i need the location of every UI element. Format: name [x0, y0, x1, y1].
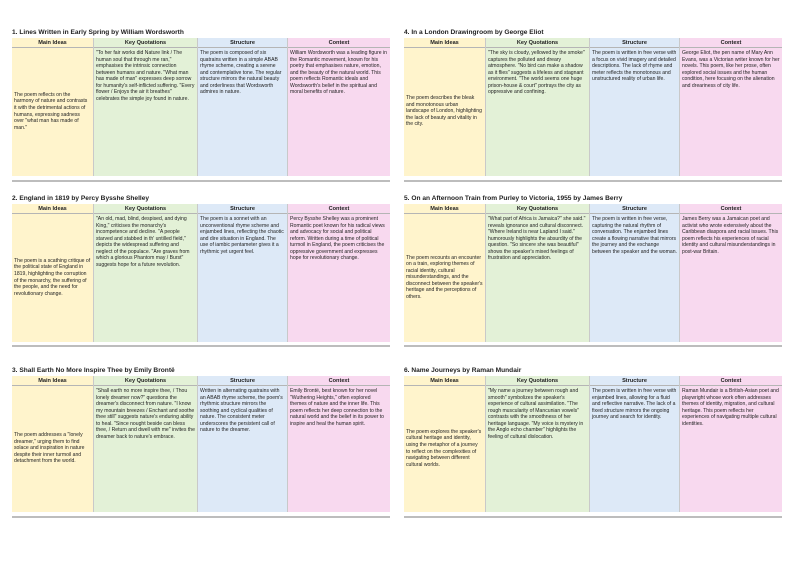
key-quotations-column — [486, 376, 590, 512]
main-ideas-header: Main Ideas — [404, 204, 485, 214]
section-title: 2. England in 1819 by Percy Bysshe Shelley — [12, 195, 150, 202]
structure-cell: Written in alternating quatrains with an ABAB rhyme scheme, the poem's rhythmic structure mirrors the soothing and cyclical qualities of nature. The consistent meter underscores the persistent call of nature to the dreamer. — [200, 388, 283, 434]
context-cell: Emily Brontë, best known for her novel "Wuthering Heights," often explored themes of nature and the inner life. This poem reflects her deep connection to the natural world and the belief in its power to inspire and heal the human spirit. — [290, 388, 385, 427]
structure-header: Structure — [590, 204, 679, 214]
structure-header: Structure — [198, 204, 287, 214]
main-ideas-column — [404, 376, 486, 512]
section-divider — [12, 180, 390, 182]
context-header: Context — [680, 204, 782, 214]
main-ideas-cell: The poem addresses a "lonely dreamer," urging them to find solace and inspiration in nature despite their inner turmoil and detachment from the world. — [14, 432, 85, 465]
context-header: Context — [288, 38, 390, 48]
key-quotations-column — [94, 204, 198, 342]
key-quotations-cell: "The sky is cloudy, yellowed by the smoke" captures the polluted and dreary atmosphere. "No bird can make a shadow as it flies" suggests a lifeless and stagnant environment. "The world seems one huge prison-house & court" portrays the city as oppressive and confining. — [488, 50, 585, 96]
section-divider — [404, 180, 782, 182]
poem-section-6 — [404, 365, 782, 512]
key-quotations-cell: "Shall earth no more inspire thee, / Thou lonely dreamer now?" questions the dreamer's disconnect from nature. "I know my mountain breezes / Enchant and soothe thee still" suggests nature's enduring ability to heal. "Since nought beside can bless thee, / Return and dwell with me" invites the dreamer back to nature's embrace. — [96, 388, 195, 440]
summary-table — [12, 38, 390, 176]
structure-column — [590, 38, 680, 176]
section-title: 4. In a London Drawingroom by George Eliot — [404, 29, 544, 36]
poem-section-3 — [12, 365, 390, 512]
main-ideas-column — [12, 376, 94, 512]
poem-section-4 — [404, 27, 782, 176]
summary-table — [404, 204, 782, 342]
context-cell: George Eliot, the pen name of Mary Ann Evans, was a Victorian writer known for her novels. This poem, like her prose, often explored social issues and the human condition, here focusing on the alienation and dreariness of city life. — [682, 50, 780, 89]
summary-table — [12, 376, 390, 512]
key-quotations-cell: "What part of Africa is Jamaica?" she said." reveals ignorance and cultural disconnect. "Where Ireland is near Lapland I said." humorously highlights the absurdity of the question. "So sincere she was beautiful" shows the speaker's mixed feelings of frustration and appreciation. — [488, 216, 586, 262]
structure-column — [198, 38, 288, 176]
key-quotations-header: Key Quotations — [94, 204, 197, 214]
structure-header: Structure — [198, 38, 287, 48]
key-quotations-cell: "My name a journey between rough and smooth" symbolizes the speaker's experience of cultural assimilation. "The rough muscularity of Mancunian vowels" contrasts with the smoothness of her heritage language. "My voice is mystery in the Anglo echo chamber" highlights the feeling of cultural dislocation. — [488, 388, 584, 440]
main-ideas-cell: The poem describes the bleak and monotonous urban landscape of London, highlighting the lack of beauty and vitality in the city. — [406, 95, 482, 128]
key-quotations-column — [94, 38, 198, 176]
context-column — [288, 376, 390, 512]
summary-table — [12, 204, 390, 342]
structure-column — [198, 376, 288, 512]
poem-section-5 — [404, 193, 782, 342]
structure-cell: The poem is written in free verse with enjambed lines, allowing for a fluid and reflective narrative. The lack of a fixed structure mirrors the ongoing journey and search for identity. — [592, 388, 677, 421]
poem-section-2 — [12, 193, 390, 342]
context-cell: William Wordsworth was a leading figure in the Romantic movement, known for his poetry that emphasises nature, emotion, and the beauty of the natural world. This poem reflects Romantic ideals and Wordsworth's belief in the spiritual and moral benefits of nature. — [290, 50, 388, 96]
structure-header: Structure — [590, 38, 679, 48]
section-title: 3. Shall Earth No More Inspire Thee by Emily Brontë — [12, 367, 175, 374]
context-column — [288, 204, 390, 342]
main-ideas-header: Main Ideas — [404, 38, 485, 48]
structure-cell: The poem is written in free verse, capturing the natural rhythm of conversation. The enjambed lines create a flowing narrative that mirrors the journey and the exchange between the speaker and the woman. — [592, 216, 677, 255]
context-cell: Percy Bysshe Shelley was a prominent Romantic poet known for his radical views and advocacy for social and political reform. Written during a time of political turmoil in England, the poem criticises the oppressive government and expresses hope for revolutionary change. — [290, 216, 385, 262]
section-divider — [12, 345, 390, 347]
main-ideas-header: Main Ideas — [12, 376, 93, 386]
summary-table — [404, 38, 782, 176]
section-title: 5. On an Afternoon Train from Purley to Victoria, 1955 by James Berry — [404, 195, 623, 202]
context-column — [680, 38, 782, 176]
structure-column — [590, 376, 680, 512]
main-ideas-cell: The poem explores the speaker's cultural heritage and identity, using the metaphor of a journey to reflect on the complexities of navigating between different cultural worlds. — [406, 428, 482, 468]
key-quotations-cell: "To her fair works did Nature link / The human soul that through me ran," emphasises the intrinsic connection between humans and nature. "What man has made of man" expresses deep sorrow for humanity's self-inflicted suffering. "Every flower / Enjoys the air it breathes" celebrates the simple joy found in nature. — [96, 50, 195, 102]
key-quotations-column — [486, 204, 590, 342]
structure-header: Structure — [590, 376, 679, 386]
section-divider — [404, 516, 782, 518]
key-quotations-column — [486, 38, 590, 176]
context-header: Context — [288, 204, 390, 214]
section-divider — [12, 516, 390, 518]
main-ideas-column — [12, 38, 94, 176]
key-quotations-cell: "An old, mad, blind, despised, and dying King," criticises the monarchy's incompetence and decline. "A people starved and stabbed in th' untilled field," depicts the widespread suffering and neglect of the populace. "Are graves from which a glorious Phantom may / Burst" suggests hope for a future revolution. — [96, 216, 190, 268]
poem-section-1 — [12, 27, 390, 176]
context-cell: James Berry was a Jamaican poet and activist who wrote extensively about the Caribbean diaspora and racial issues. This poem reflects his experiences of racial identity and cultural misunderstandings in post-war Britain. — [682, 216, 779, 255]
context-column — [680, 376, 782, 512]
structure-column — [590, 204, 680, 342]
section-title: 6. Name Journeys by Raman Mundair — [404, 367, 522, 374]
context-cell: Raman Mundair is a British-Asian poet and playwright whose work often addresses themes of identity, migration, and cultural heritage. This poem reflects her experiences of navigating multiple cultural identities. — [682, 388, 779, 427]
main-ideas-header: Main Ideas — [12, 38, 93, 48]
key-quotations-header: Key Quotations — [94, 38, 197, 48]
key-quotations-header: Key Quotations — [486, 376, 589, 386]
context-column — [680, 204, 782, 342]
context-header: Context — [680, 38, 782, 48]
main-ideas-column — [404, 38, 486, 176]
structure-cell: The poem is a sonnet with an unconventional rhyme scheme and enjambed lines, reflecting the chaotic and dire situation in England. The use of iambic pentameter gives it a rhythmic yet urgent feel. — [200, 216, 284, 255]
context-column — [288, 38, 390, 176]
structure-header: Structure — [198, 376, 287, 386]
summary-table — [404, 376, 782, 512]
structure-cell: The poem is written in free verse with a focus on vivid imagery and detailed descriptions. The lack of rhyme and meter reflects the monotonous and unstructured reality of urban life. — [592, 50, 677, 83]
context-header: Context — [288, 376, 390, 386]
structure-column — [198, 204, 288, 342]
key-quotations-header: Key Quotations — [486, 38, 589, 48]
main-ideas-column — [404, 204, 486, 342]
section-title: 1. Lines Written in Early Spring by William Wordsworth — [12, 29, 184, 36]
main-ideas-cell: The poem is a scathing critique of the political state of England in 1819, highlighting the corruption of the monarchy, the suffering of the people, and the need for revolutionary change. — [14, 257, 91, 297]
main-ideas-cell: The poem recounts an encounter on a train, exploring themes of racial identity, cultural misunderstandings, and the disconnect between the speaker's heritage and the perceptions of others. — [406, 254, 483, 300]
main-ideas-header: Main Ideas — [404, 376, 485, 386]
main-ideas-cell: The poem reflects on the harmony of nature and contrasts it with the detrimental actions of humans, expressing sadness over "what man has made of man." — [14, 91, 88, 131]
main-ideas-header: Main Ideas — [12, 204, 93, 214]
structure-cell: The poem is composed of six quatrains written in a simple ABAB rhyme scheme, creating a serene and contemplative tone. The regular structure mirrors the natural beauty and orderliness that Wordsworth admires in nature. — [200, 50, 282, 96]
section-divider — [404, 345, 782, 347]
key-quotations-header: Key Quotations — [94, 376, 197, 386]
key-quotations-header: Key Quotations — [486, 204, 589, 214]
main-ideas-column — [12, 204, 94, 342]
context-header: Context — [680, 376, 782, 386]
key-quotations-column — [94, 376, 198, 512]
